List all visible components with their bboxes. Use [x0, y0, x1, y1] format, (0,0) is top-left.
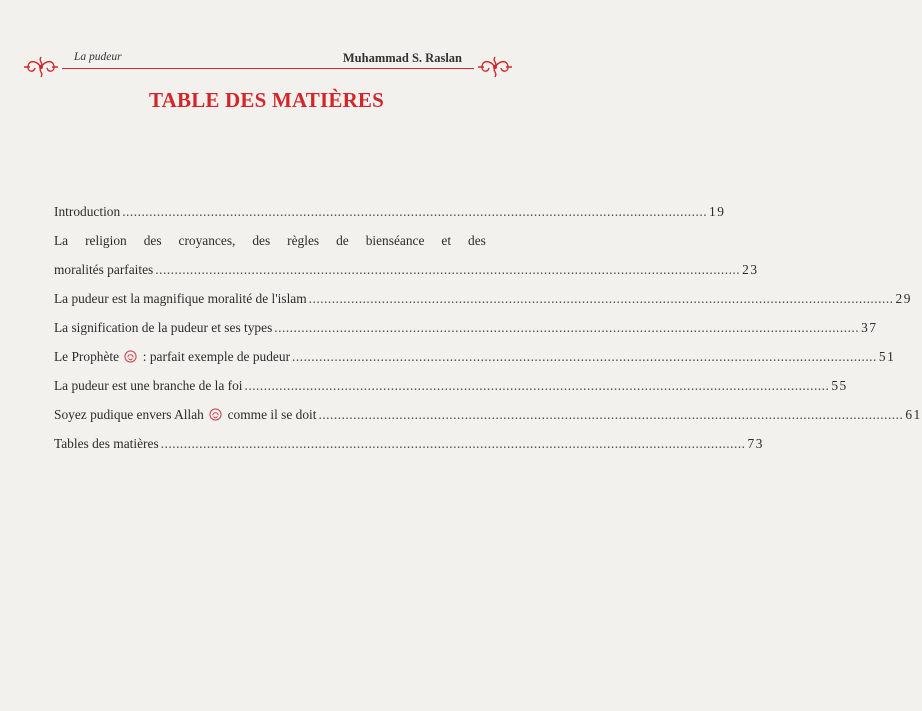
- page-title: TABLE DES MATIÈRES: [148, 88, 385, 112]
- toc-entry-title: moralités parfaites: [54, 262, 154, 277]
- glorification-calligraphy-icon: [209, 408, 222, 421]
- toc-entry-title: Le Prophète : parfait exemple de pudeur: [54, 349, 291, 364]
- dot-leader: ........................................................................................................................................................: [274, 320, 860, 335]
- dot-leader: ........................................................................................................................................................: [244, 378, 830, 393]
- toc-entry-page: 51: [878, 349, 896, 364]
- dot-leader: ........................................................................................................................................................: [318, 407, 904, 422]
- toc-entry-title: La signification de la pudeur et ses types: [54, 320, 273, 335]
- toc-entry-page: 61: [905, 407, 922, 422]
- toc-entry[interactable]: [54, 378, 848, 407]
- dot-leader: ........................................................................................................................................................: [160, 436, 746, 451]
- toc-entry[interactable]: [54, 349, 896, 378]
- toc-entry[interactable]: [54, 204, 726, 233]
- running-header-left: La pudeur: [74, 51, 122, 63]
- floral-scroll-icon: [476, 54, 514, 80]
- dot-leader: ........................................................................................................................................................: [122, 204, 708, 219]
- toc-entry-title-line[interactable]: La religion des croyances, des règles de bienséance et des: [54, 233, 486, 248]
- dot-leader: ........................................................................................................................................................: [308, 291, 894, 306]
- running-header-right: Muhammad S. Raslan: [342, 51, 462, 65]
- toc-entry[interactable]: [54, 320, 878, 349]
- toc-entry-title: Soyez pudique envers Allah comme il se doit: [54, 407, 317, 422]
- header-rule: [62, 68, 474, 69]
- toc-entry[interactable]: [54, 436, 764, 465]
- toc-entry-page: 73: [747, 436, 764, 451]
- toc-entry-page: 55: [831, 378, 848, 393]
- toc-entry-title: Introduction: [54, 204, 121, 219]
- dot-leader: ........................................................................................................................................................: [155, 262, 741, 277]
- toc-entry[interactable]: [54, 407, 922, 436]
- toc-entry-title: La pudeur est une branche de la foi: [54, 378, 243, 393]
- table-of-contents: [54, 204, 922, 465]
- toc-entry-page: 37: [861, 320, 878, 335]
- toc-entry[interactable]: [54, 291, 912, 320]
- toc-entry-title: Tables des matières: [54, 436, 159, 451]
- toc-entry[interactable]: [54, 262, 759, 291]
- pbuh-calligraphy-icon: [124, 350, 137, 363]
- toc-entry-page: 19: [709, 204, 726, 219]
- toc-entry-page: 29: [895, 291, 912, 306]
- toc-entry-title: La pudeur est la magnifique moralité de l'islam: [54, 291, 307, 306]
- floral-scroll-icon: [22, 54, 60, 80]
- toc-entry-page: 23: [742, 262, 759, 277]
- page-header: [22, 48, 514, 78]
- dot-leader: ........................................................................................................................................................: [292, 349, 877, 364]
